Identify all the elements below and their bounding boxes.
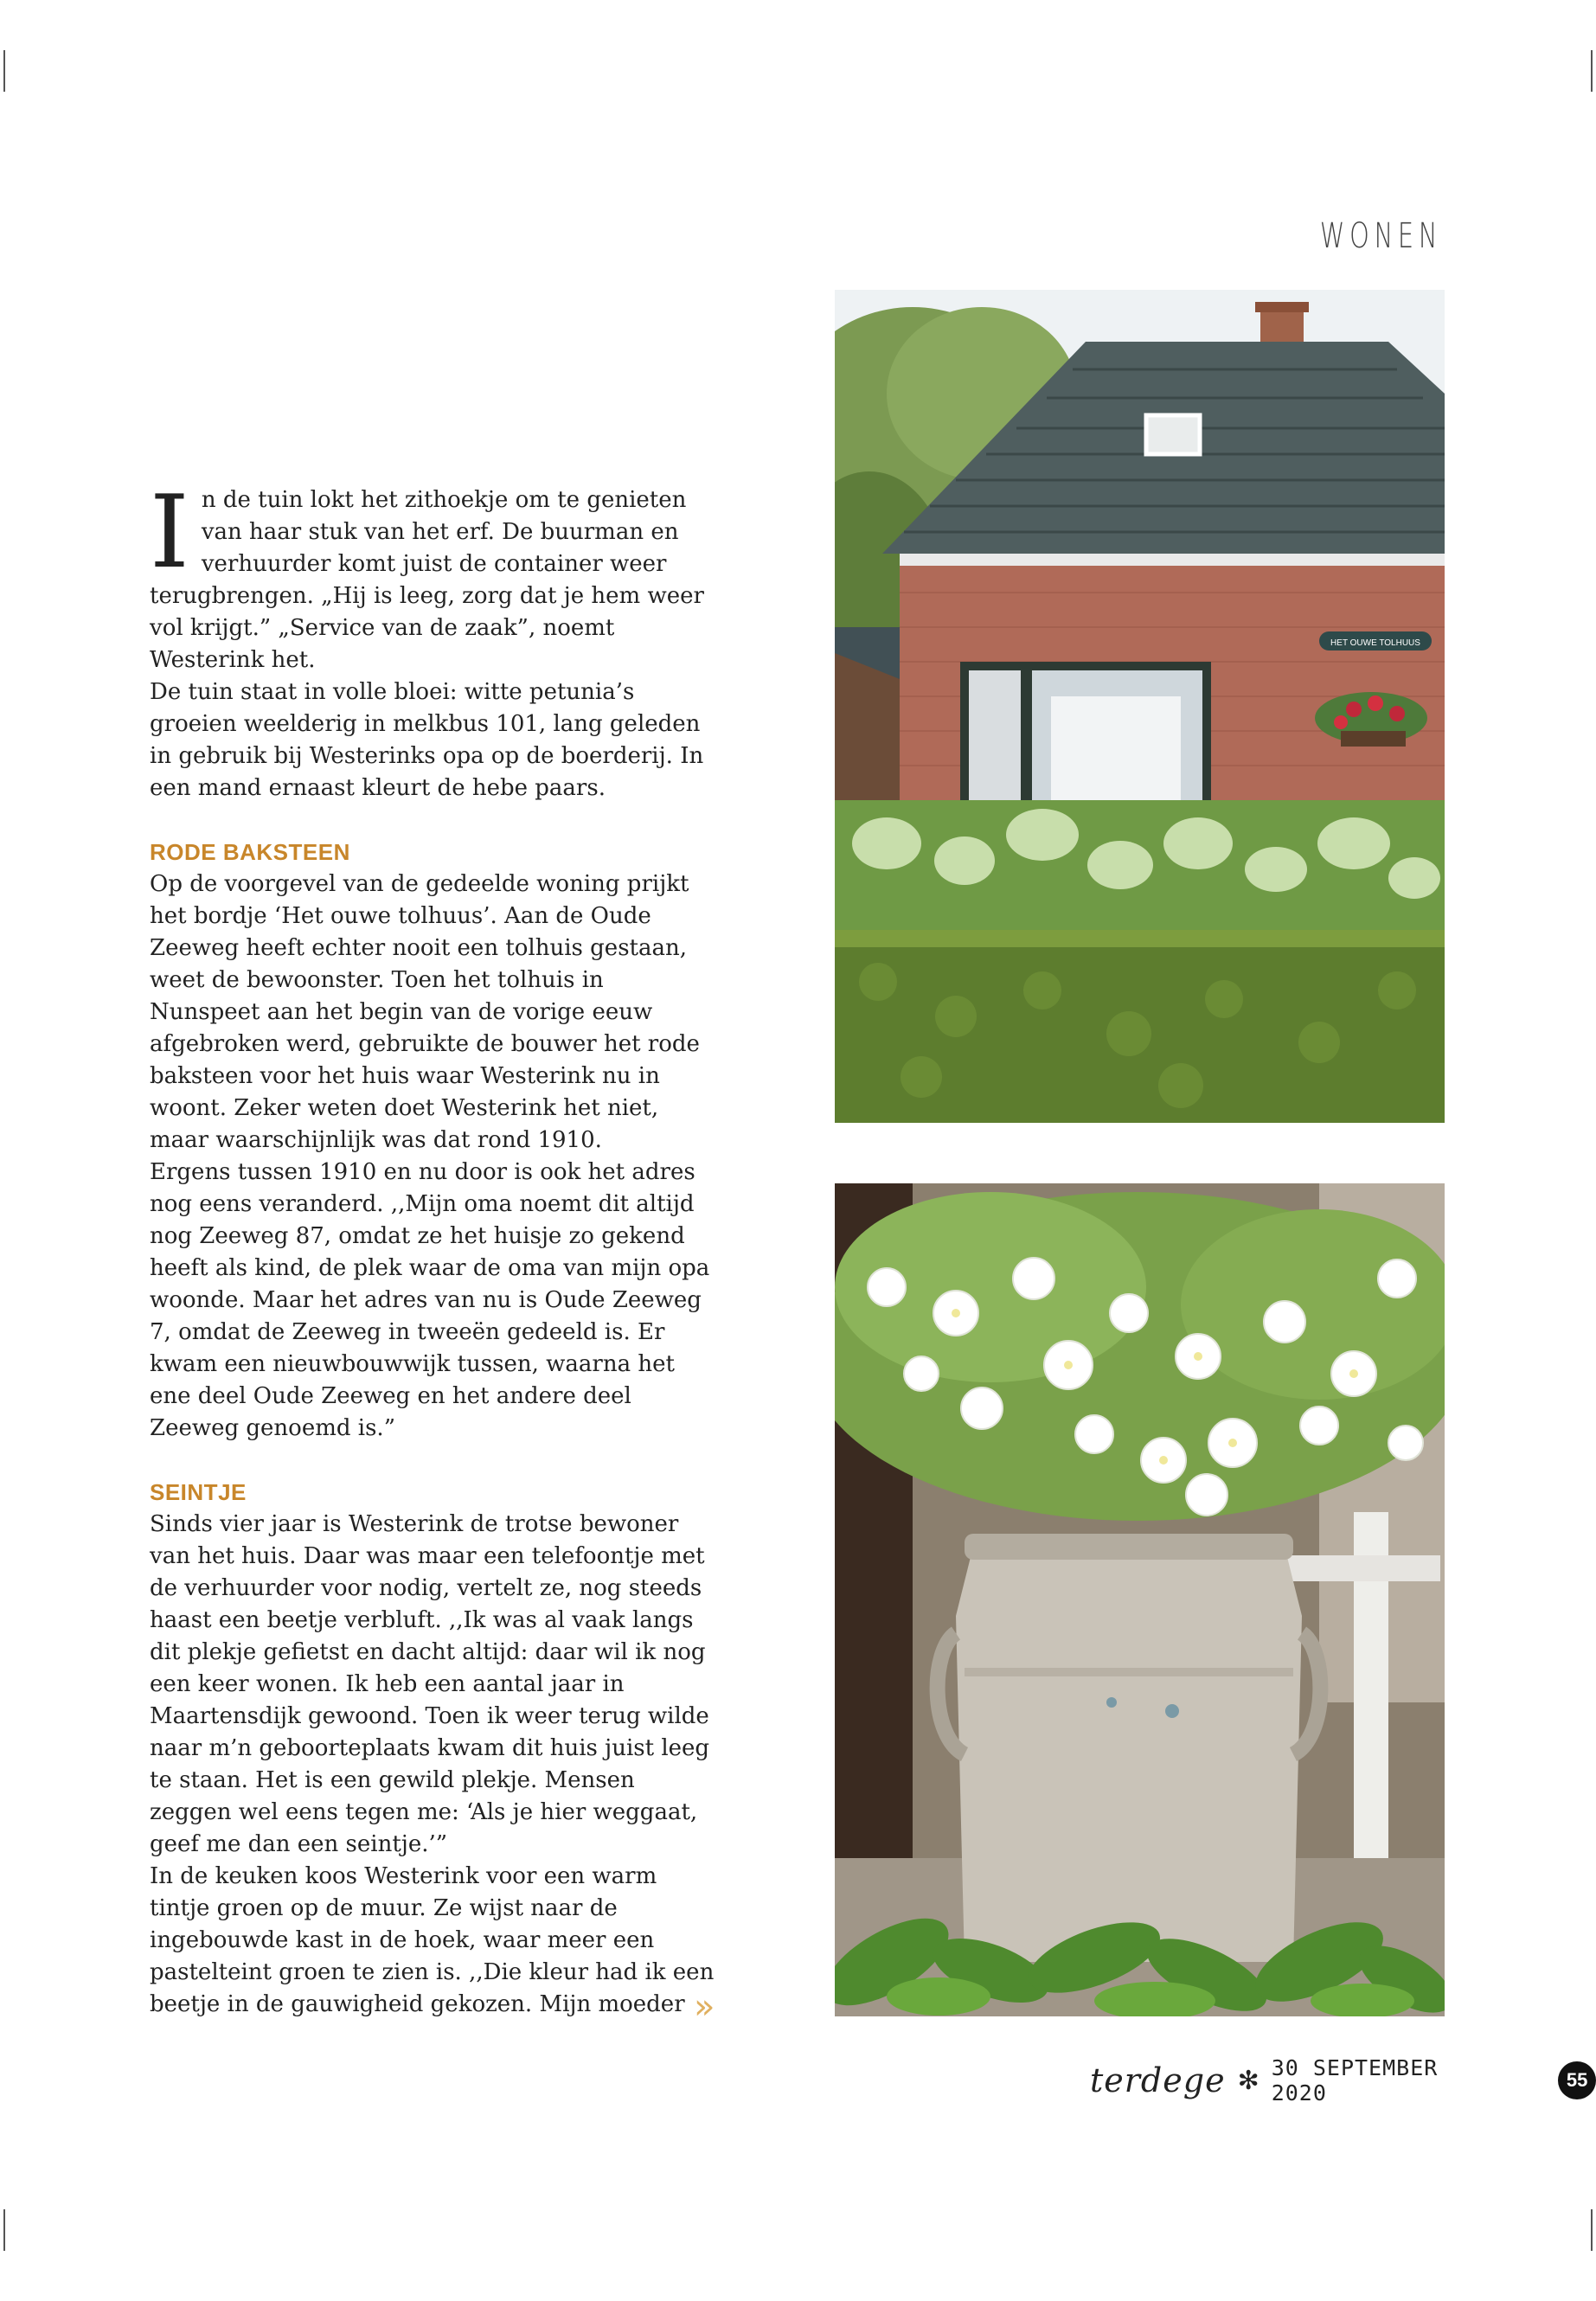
milk-can-photo — [835, 1183, 1445, 2016]
section-label: WONEN — [1319, 216, 1442, 256]
subheading-seintje: SEINTJE — [150, 1479, 247, 1505]
house-sign-text: HET OUWE TOLHUUS — [1330, 638, 1420, 648]
subheading-rode-baksteen: RODE BAKSTEEN — [150, 839, 350, 865]
crop-mark-top-left — [3, 50, 5, 92]
house-photo — [835, 290, 1445, 1123]
page-number: 55 — [1558, 2061, 1596, 2099]
separator-icon: ✻ — [1237, 2065, 1259, 2096]
issue-date: 30 SEPTEMBER 2020 — [1271, 2055, 1439, 2106]
crop-mark-bottom-left — [3, 2209, 5, 2251]
paragraph-4: Ergens tussen 1910 en nu door is ook het adres nog eens veranderd. ,,Mijn oma noemt dit altijd nog Zeeweg 87, omdat ze het huisje zo gekend heeft als kind, de plek waar de oma van mijn opa woonde. Maar het adres van nu is Oude Zeeweg 7, omdat de Zeeweg in tweeën gedeeld is. Er kwam een nieuwbouwwijk tussen, waarna het ene deel Oude Zeeweg en het andere deel Zeeweg genoemd is.” — [150, 1159, 710, 1441]
drop-cap: I — [150, 474, 189, 591]
paragraph-5: Sinds vier jaar is Westerink de trotse bewoner van het huis. Daar was maar een telefoontje met de verhuurder voor nodig, vertelt ze, nog steeds haast een beetje verbluft. ,,Ik was al vaak langs dit plekje gefietst en dacht altijd: daar wil ik nog een keer wonen. Ik heb een aantal jaar in Maartensdijk gewoond. Toen ik weer terug wilde naar m’n geboorteplaats kwam dit huis juist leeg te staan. Het is een gewild plekje. Mensen zeggen wel eens tegen me: ‘Als je hier weggaat, geef me dan een seintje.’” — [150, 1511, 710, 1857]
page-footer — [1090, 2054, 1596, 2106]
paragraph-3: Op de voorgevel van de gedeelde woning prijkt het bordje ‘Het ouwe tolhuus’. Aan de Oude Zeeweg heeft echter nooit een tolhuis gestaan, weet de bewoonster. Toen het tolhuis in Nunspeet aan het begin van de vorige eeuw afgebroken werd, gebruikte de bouwer het rode baksteen voor het huis waar Westerink nu in woont. Zeker weten doet Westerink het niet, maar waarschijnlijk was dat rond 1910. — [150, 871, 700, 1153]
intro-text: n de tuin lokt het zithoekje om te genieten van haar stuk van het erf. De buurman en verhuurder komt juist de container weer terugbrengen. „Hij is leeg, zorg dat je hem weer vol krijgt.” „Service van de zaak”, noemt Westerink het. — [150, 487, 704, 673]
milk-can-illustration — [835, 1183, 1445, 2016]
paragraph-6: In de keuken koos Westerink voor een warm tintje groen op de muur. Ze wijst naar de ingebouwde kast in de hoek, waar meer een pastelteint groen te zien is. ,,Die kleur had ik een beetje in de gauwigheid gekozen. Mijn moeder — [150, 1863, 715, 2017]
crop-mark-bottom-right — [1591, 2209, 1593, 2251]
house-illustration — [835, 290, 1445, 1123]
article-body — [150, 474, 721, 2021]
intro-paragraph — [150, 474, 721, 676]
paragraph-2: De tuin staat in volle bloei: witte petunia’s groeien weelderig in melkbus 101, lang geleden in gebruik bij Westerinks opa op de boerderij. In een mand ernaast kleurt de hebe paars. — [150, 679, 704, 801]
crop-mark-top-right — [1591, 50, 1593, 92]
magazine-brand: terdege — [1090, 2061, 1226, 2099]
continue-arrow-icon: » — [694, 1987, 715, 2027]
